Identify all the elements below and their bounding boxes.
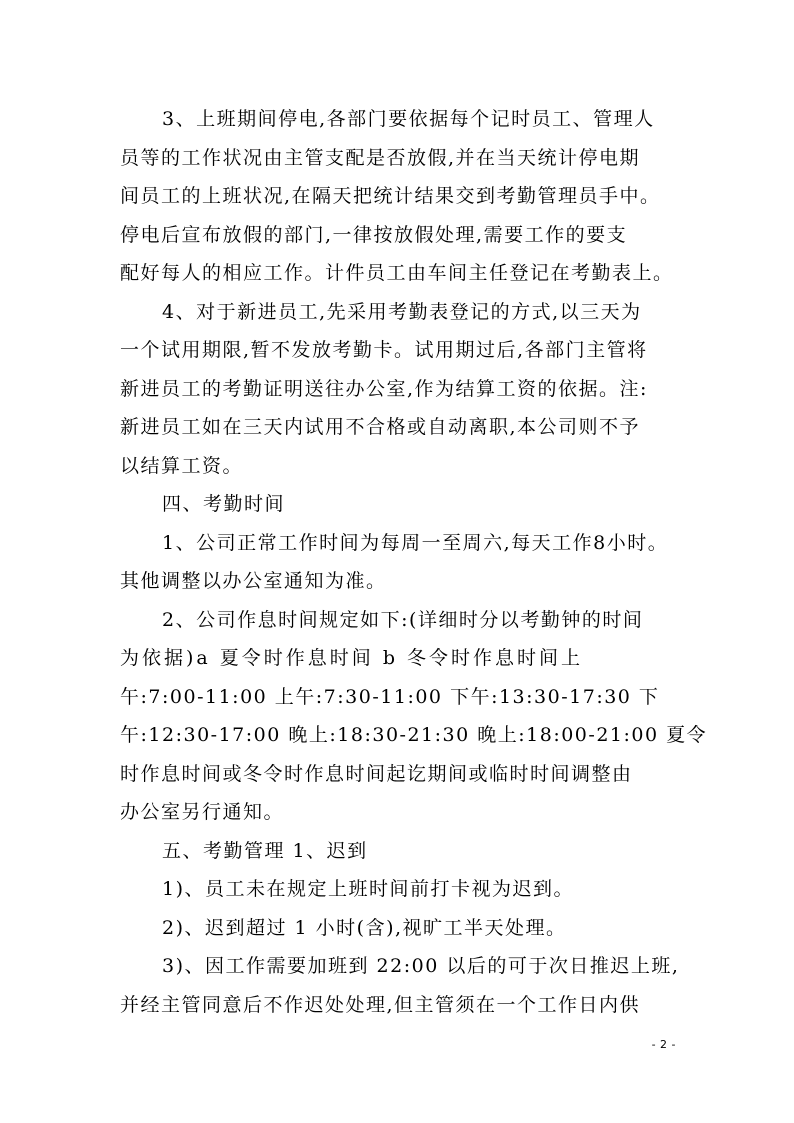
paragraph-line: 其他调整以办公室通知为准。 <box>120 570 387 592</box>
section-heading: 五、考勤管理 1、迟到 <box>162 839 368 862</box>
paragraph-line: 1)、员工未在规定上班时间前打卡视为迟到。 <box>162 878 575 900</box>
section-heading: 四、考勤时间 <box>162 493 286 515</box>
paragraph-line: 新进员工如在三天内试用不合格或自动离职,本公司则不予 <box>120 416 641 438</box>
paragraph-line: 员等的工作状况由主管支配是否放假,并在当天统计停电期 <box>120 146 641 169</box>
paragraph-line: 1、公司正常工作时间为每周一至周六,每天工作8小时。 <box>162 531 669 554</box>
paragraph-line: 办公室另行通知。 <box>120 801 285 823</box>
paragraph-line: 午:7:00-11:00 上午:7:30-11:00 下午:13:30-17:30 下 <box>120 685 660 708</box>
paragraph-line: 并经主管同意后不作迟处处理,但主管须在一个工作日内供 <box>120 993 641 1016</box>
paragraph-line: 3)、因工作需要加班到 22:00 以后的可于次日推迟上班, <box>162 955 680 977</box>
paragraph-line: 停电后宣布放假的部门,一律按放假处理,需要工作的要支 <box>120 223 628 246</box>
paragraph-line: 一个试用期限,暂不发放考勤卡。试用期过后,各部门主管将 <box>120 339 648 361</box>
paragraph-line: 3、上班期间停电,各部门要依据每个记时员工、管理人 <box>162 108 655 130</box>
paragraph-line: 为依据)a 夏令时作息时间 b 冬令时作息时间上 <box>120 647 584 669</box>
paragraph-line: 2)、迟到超过 1 小时(含),视旷工半天处理。 <box>162 916 567 939</box>
document-body <box>120 100 708 1024</box>
paragraph-line: 以结算工资。 <box>120 454 244 477</box>
paragraph-line: 午:12:30-17:00 晚上:18:30-21:30 晚上:18:00-21:00 夏令 <box>120 724 708 746</box>
paragraph-line: 时作息时间或冬令时作息时间起讫期间或临时时间调整由 <box>120 762 633 785</box>
page-number: - 2 - <box>651 1038 676 1051</box>
paragraph-line: 4、对于新进员工,先采用考勤表登记的方式,以三天为 <box>162 300 642 323</box>
paragraph-line: 间员工的上班状况,在隔天把统计结果交到考勤管理员手中。 <box>120 185 661 207</box>
paragraph-line: 配好每人的相应工作。计件员工由车间主任登记在考勤表上。 <box>120 262 674 284</box>
paragraph-line: 2、公司作息时间规定如下:(详细时分以考勤钟的时间 <box>162 608 644 631</box>
paragraph-line: 新进员工的考勤证明送往办公室,作为结算工资的依据。注: <box>120 377 648 400</box>
